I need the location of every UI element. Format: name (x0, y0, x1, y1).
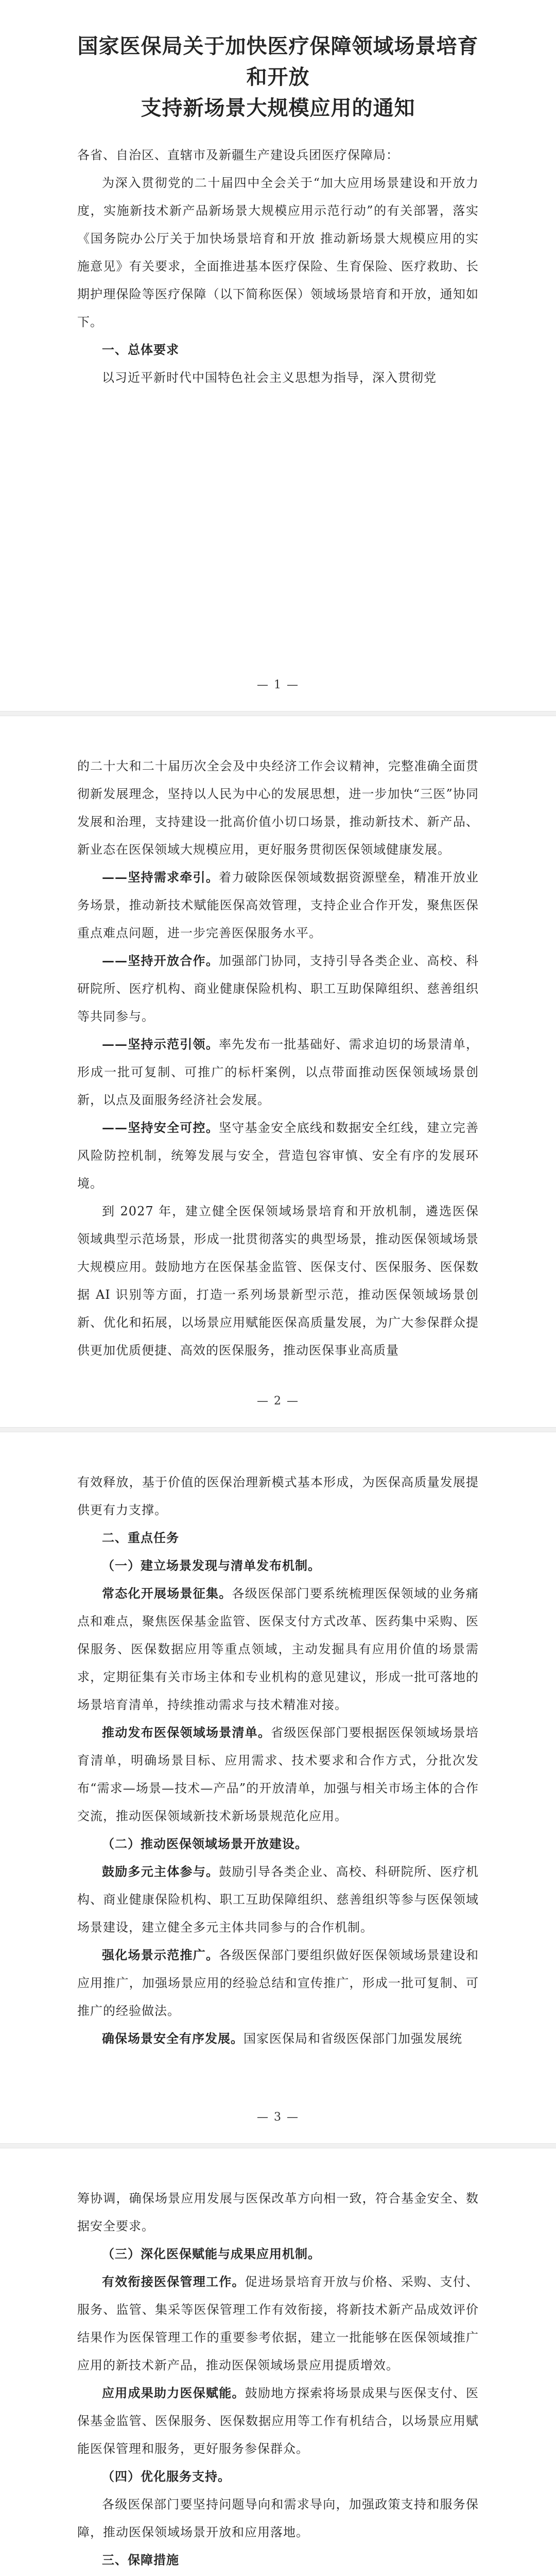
task-item (77, 1941, 479, 2025)
task-text: 促进场景培育开放与价格、采购、支付、服务、监管、集采等医保管理工作有效衔接，将新技术新产品成效评价结果作为医保管理工作的重要参考依据，建立一批能够在医保领域推广应用的新技术新产品，推动医保领域场景应用提质增效。 (77, 2275, 479, 2372)
task-text: 各级医保部门要组织做好医保领域场景建设和应用推广，加强场景应用的经验总结和宣传推广，形成一批可复制、可推广的经验做法。 (77, 1948, 479, 2018)
paragraph: 到 2027 年，建立健全医保领域场景培育和开放机制，遴选医保领域典型示范场景，形成一批贯彻落实的典型场景，推动医保领域场景大规模应用。鼓励地方在医保基金监管、医保支付、医保服务、医保数据 AI 识别等方面，打造一系列场景新型示范，推动医保领域场景创新、优化和拓展，以场景应用赋能医保高质量发展，为广大参保群众提供更加优质便捷、高效的医保服务，推动医保事业高质量 (77, 1204, 479, 1358)
paragraph: 各级医保部门要坚持问题导向和需求导向，加强政策支持和服务保障，推动医保领域场景开放和应用落地。 (77, 2497, 479, 2539)
task-text: 国家医保局和省级医保部门加强发展统 (244, 2031, 462, 2046)
subsection-heading: （四）优化服务支持。 (102, 2469, 231, 2484)
page-number: — 3 — (257, 2111, 299, 2124)
task-lead: 有效衔接医保管理工作。 (102, 2274, 245, 2289)
principle-lead: ——坚持需求牵引。 (102, 870, 219, 885)
page-separator (0, 1427, 556, 1432)
task-item (77, 2268, 479, 2379)
principle-item (77, 1030, 479, 1114)
principle-text: 坚守基金安全底线和数据安全红线，建立完善风险防控机制，统筹发展与安全，营造包容审慎、安全有序的发展环境。 (77, 1121, 479, 1191)
section-heading: 一、总体要求 (102, 343, 179, 357)
principle-lead: ——坚持开放合作。 (102, 953, 219, 968)
page-1-body (77, 141, 479, 392)
principle-text: 率先发布一批基础好、需求迫切的场景清单，形成一批可复制、可推广的标杆案例，以点带面推动医保领域场景创新，以点及面服务经济社会发展。 (77, 1037, 479, 1107)
section-heading: 二、重点任务 (102, 1531, 179, 1545)
task-lead: 强化场景示范推广。 (102, 1947, 219, 1962)
principle-item (77, 947, 479, 1030)
title-line-2: 支持新场景大规模应用的通知 (141, 96, 415, 120)
document-page-3 (0, 1432, 556, 2143)
principle-text: 着力破除医保领域数据资源壁垒，精准开放业务场景，推动新技术赋能医保高效管理，支持企业合作开发，聚焦医保重点难点问题，进一步完善医保服务水平。 (77, 870, 479, 940)
task-lead: 推动发布医保领域场景清单。 (102, 1725, 271, 1740)
paragraph: 筹协调，确保场景应用发展与医保改革方向相一致，符合基金安全、数据安全要求。 (77, 2191, 479, 2233)
page-separator (0, 711, 556, 716)
paragraph: 有效释放，基于价值的医保治理新模式基本形成，为医保高质量发展提供更有力支撑。 (77, 1475, 479, 1517)
document-title (77, 31, 479, 124)
task-item (77, 2379, 479, 2463)
subsection-heading (77, 2574, 479, 2576)
document-page-4 (0, 2148, 556, 2576)
task-lead: 应用成果助力医保赋能。 (102, 2385, 245, 2400)
addressee: 各省、自治区、直辖市及新疆生产建设兵团医疗保障局： (77, 148, 399, 162)
title-line-1: 国家医保局关于加快医疗保障领域场景培育和开放 (77, 34, 479, 89)
task-lead: 确保场景安全有序发展。 (102, 2031, 244, 2046)
principle-lead: ——坚持安全可控。 (102, 1120, 219, 1135)
principle-item (77, 863, 479, 947)
task-item (77, 1580, 479, 1719)
task-item (77, 2025, 479, 2053)
task-text: 鼓励地方探索将场景成果与医保支付、医保基金监管、医保服务、医保数据应用等工作有机结合，以场景应用赋能医保管理和服务，更好服务参保群众。 (77, 2386, 479, 2456)
task-text: 省级医保部门要根据医保领域场景培育清单，明确场景目标、应用需求、技术要求和合作方式，分批次发布“需求—场景—技术—产品”的开放清单，加强与相关市场主体的合作交流，推动医保领域新技术新场景规范化应用。 (77, 1725, 479, 1823)
section-heading: 三、保障措施 (102, 2553, 179, 2567)
subsection-heading: （三）深化医保赋能与成果应用机制。 (102, 2247, 321, 2261)
paragraph: 以习近平新时代中国特色社会主义思想为指导，深入贯彻党 (102, 370, 437, 385)
principle-item (77, 1114, 479, 1197)
principle-text: 加强部门协同，支持引导各类企业、高校、科研院所、医疗机构、商业健康保险机构、职工互助保障组织、慈善组织等共同参与。 (77, 954, 479, 1024)
principle-lead: ——坚持示范引领。 (102, 1037, 219, 1052)
intro-paragraph: 为深入贯彻党的二十届四中全会关于“加大应用场景建设和开放力度，实施新技术新产品新场景大规模应用示范行动”的有关部署，落实《国务院办公厅关于加快场景培育和开放 推动新场景大规模应用的实施意见》有关要求，全面推进基本医疗保险、生育保险、医疗救助、长期护理保险等医疗保障（以下简称医保）领域场景培育和开放，通知如下。 (77, 176, 479, 329)
document-page-1 (0, 0, 556, 711)
task-lead: 常态化开展场景征集。 (102, 1586, 232, 1601)
subsection-heading: （一）建立场景发现与清单发布机制。 (102, 1558, 321, 1573)
task-text: 各级医保部门要系统梳理医保领域的业务痛点和难点，聚焦医保基金监管、医保支付方式改革、医药集中采购、医保服务、医保数据应用等重点领域，主动发掘具有应用价值的场景需求，定期征集有关市场主体和专业机构的意见建议，形成一批可落地的场景培育清单，持续推动需求与技术精准对接。 (77, 1586, 479, 1712)
page-separator (0, 2143, 556, 2148)
task-text: 鼓励引导各类企业、高校、科研院所、医疗机构、商业健康保险机构、职工互助保障组织、慈善组织等参与医保领域场景建设，建立健全多元主体共同参与的合作机制。 (77, 1865, 479, 1935)
page-number: — 1 — (257, 679, 299, 691)
page-number: — 2 — (257, 1395, 299, 1408)
task-item (77, 1719, 479, 1830)
task-lead: 鼓励多元主体参与。 (102, 1864, 219, 1879)
subsection-heading: （二）推动医保领域场景开放建设。 (102, 1837, 308, 1851)
task-item (77, 1858, 479, 1941)
paragraph: 的二十大和二十届历次全会及中央经济工作会议精神，完整准确全面贯彻新发展理念，坚持以人民为中心的发展思想，进一步加快“三医”协同发展和治理，支持建设一批高价值小切口场景，推动新技术、新产品、新业态在医保领域大规模应用，更好服务贯彻医保领域健康发展。 (77, 759, 479, 857)
document-page-2 (0, 716, 556, 1427)
